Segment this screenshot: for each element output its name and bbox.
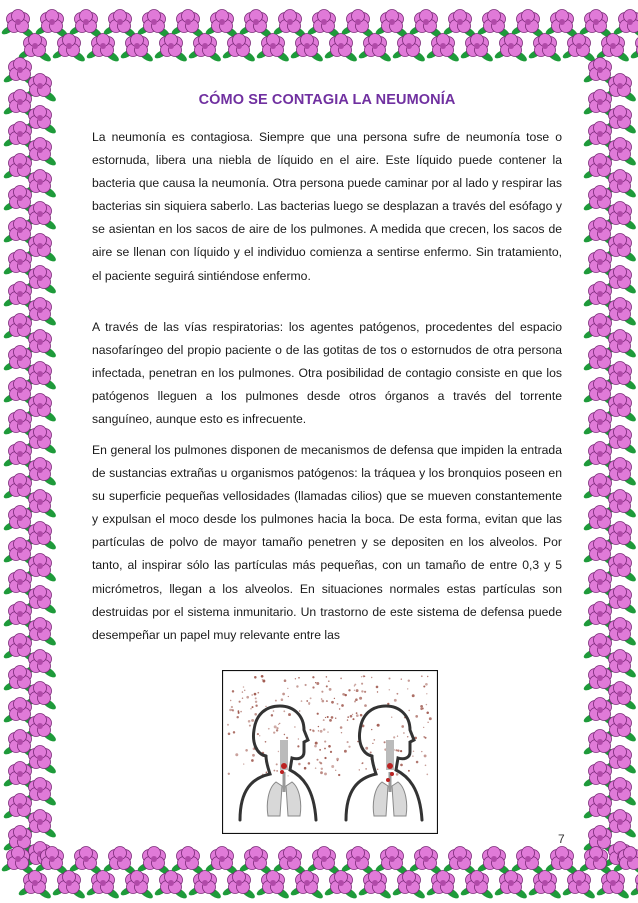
rose-flower-icon	[85, 34, 120, 63]
flower-border-top	[0, 0, 638, 62]
rose-flower-icon	[289, 871, 324, 901]
rose-flower-icon	[51, 871, 86, 901]
rose-flower-icon	[493, 34, 528, 63]
rose-flower-icon	[425, 871, 460, 901]
paragraph-airways: A través de las vías respiratorias: los agentes patógenos, procedentes del espacio nasofaríngeo del propio paciente o de las gotitas de tos o estornudos de otra persona infectada, penetran en los pulmones. Otra posibilidad de contagio consiste en que los patógenos lleguen a los pulmones desde otros órganos a través del torrente sanguíneo, aunque esto es infrecuente.	[92, 320, 562, 427]
paragraph-defense: En general los pulmones disponen de mecanismos de defensa que impiden la entrada de sustancias extrañas u organismos patógenos: la tráquea y los bronquios poseen en su superficie pequeñas vellosidades (llamadas cilios) que se mueven constantemente y expulsan el moco desde los pulmones hacia la boca. De esta forma, evitan que las partículas de polvo de mayor tamaño penetren y se depositen en los alveolos. Por tanto, al inspirar sólo las partículas más pequeñas, con un tamaño de entre 0,3 y 5 micrómetros, llegan a los alveolos. En situaciones normales estas partículas son destruidas por el sistema inmunitario. Un trastorno de este sistema de defensa puede desempeñar un papel muy relevante entre las	[92, 443, 562, 642]
rose-flower-icon	[595, 871, 630, 901]
rose-flower-icon	[119, 34, 154, 63]
rose-flower-icon	[357, 34, 392, 63]
rose-flower-icon	[119, 871, 154, 901]
rose-flower-icon	[459, 871, 494, 901]
rose-flower-icon	[357, 871, 392, 901]
rose-flower-icon	[459, 34, 494, 63]
rose-flower-icon	[289, 34, 324, 63]
rose-flower-icon	[153, 34, 188, 63]
paragraph-contagion: La neumonía es contagiosa. Siempre que una persona sufre de neumonía tose o estornuda, libera una niebla de líquido en el aire. Este líquido puede contener la bacteria que causa la neumonía. Otra persona puede caminar por al lado y respirar las bacterias sin siquiera saberlo. Las bacterias luego se desplazan a través del esófago y se asientan en los sacos de aire de los pulmones. A medida que crecen, los sacos de aire se llenan con líquido y el individuo comienza a sentirse enfermo. Sin tratamiento, el paciente seguirá sintiéndose enfermo.	[92, 130, 562, 283]
respiratory-contagion-illustration	[222, 670, 438, 834]
rose-flower-icon	[187, 871, 222, 901]
rose-flower-icon	[323, 871, 358, 901]
rose-flower-icon	[323, 34, 358, 63]
rose-flower-icon	[255, 871, 290, 901]
flower-border-left	[0, 0, 58, 903]
document-page	[92, 62, 562, 842]
flower-border-bottom	[0, 843, 638, 903]
rose-flower-icon	[17, 871, 52, 901]
rose-flower-icon	[153, 871, 188, 901]
rose-flower-icon	[391, 34, 426, 63]
flower-border-right	[580, 0, 638, 903]
rose-flower-icon	[187, 34, 222, 63]
page-number: 7	[558, 832, 565, 846]
rose-flower-icon	[493, 871, 528, 901]
rose-flower-icon	[85, 871, 120, 901]
rose-flower-icon	[221, 34, 256, 63]
rose-flower-icon	[527, 871, 562, 901]
rose-flower-icon	[527, 34, 562, 63]
rose-flower-icon	[629, 871, 638, 901]
rose-flower-icon	[221, 871, 256, 901]
page-title: CÓMO SE CONTAGIA LA NEUMONÍA	[198, 92, 456, 108]
rose-flower-icon	[255, 34, 290, 63]
rose-flower-icon	[561, 871, 596, 901]
rose-flower-icon	[425, 34, 460, 63]
rose-flower-icon	[391, 871, 426, 901]
